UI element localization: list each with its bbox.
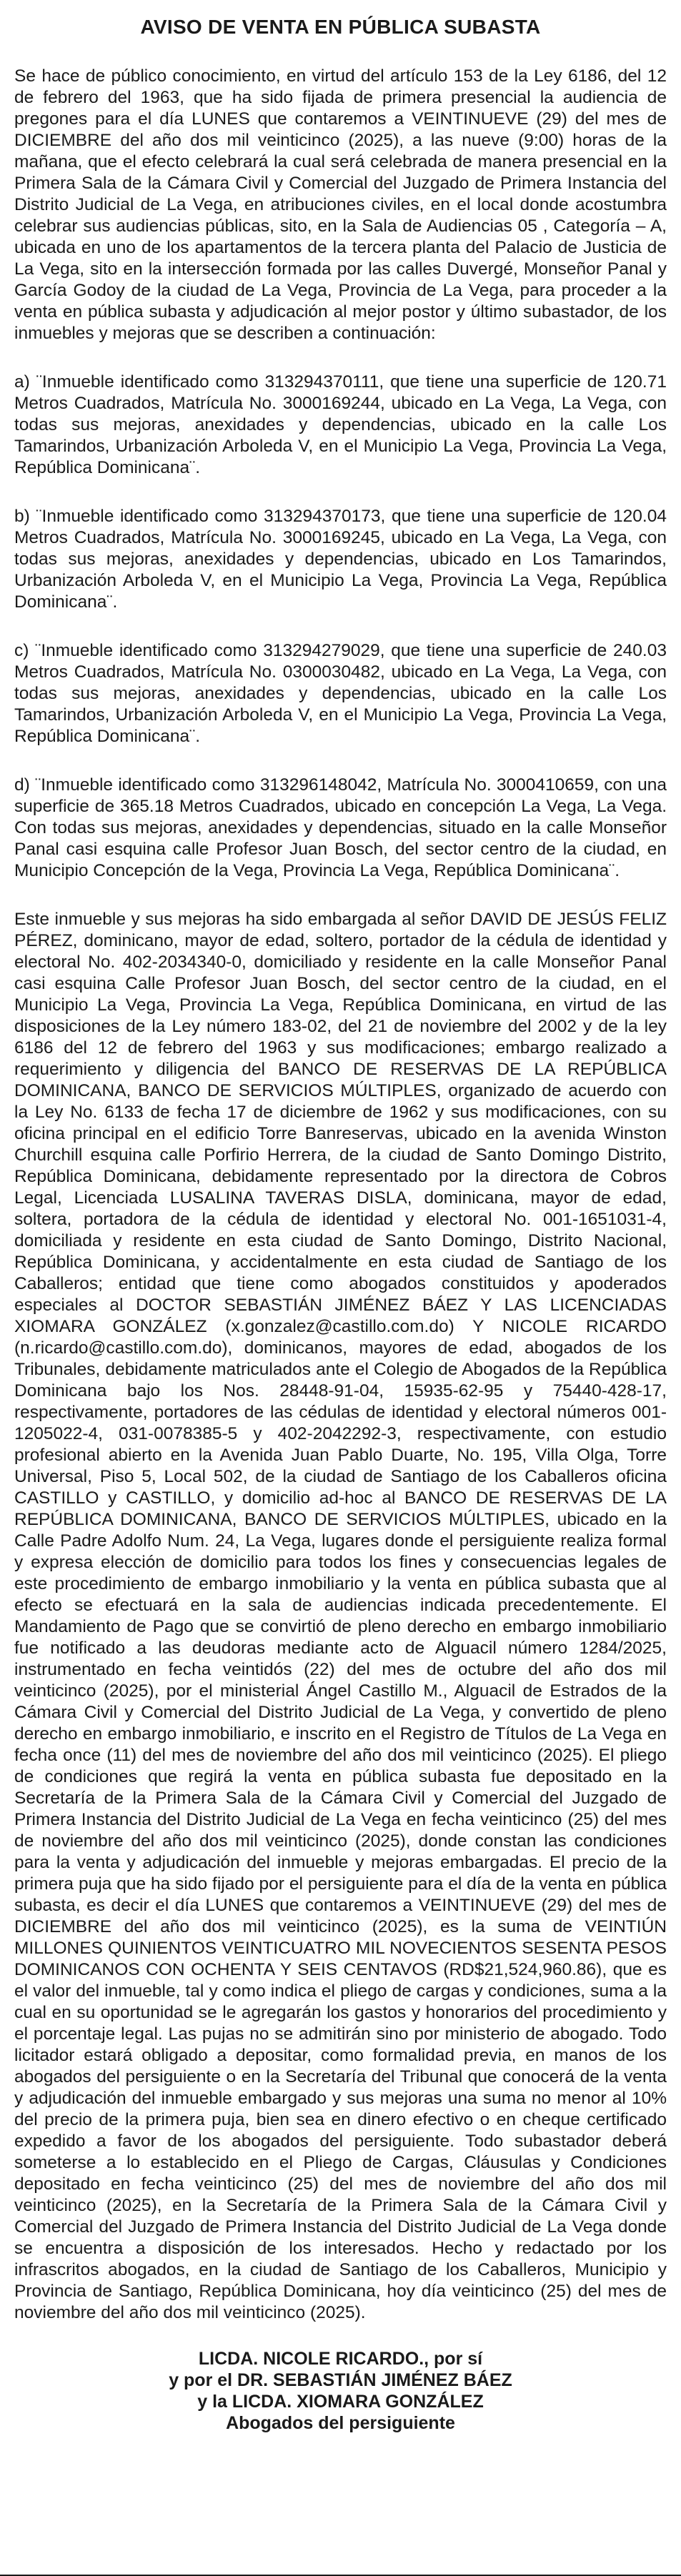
notice-intro: Se hace de público conocimiento, en virtud del artículo 153 de la Ley 6186, del 12 de febrero del 1963, que ha sido fijada de primera presencial la audiencia de pregones para el día LUNES que contaremos a VEINTINUEVE (29) del mes de DICIEMBRE del año dos mil veinticinco (2025), a las nueve (9:00) horas de la mañana, que el efecto celebrará la cual será celebrada de manera presencial en la Primera Sala de la Cámara Civil y Comercial del Juzgado de Primera Instancia del Distrito Judicial de La Vega, en atribuciones civiles, en el local donde acostumbra celebrar sus audiencias públicas, sito, en la Sala de Audiencias 05 , Categoría – A, ubicada en uno de los apartamentos de la tercera planta del Palacio de Justicia de La Vega, sito en la intersección formada por las calles Duvergé, Monseñor Panal y García Godoy de la ciudad de La Vega, Provincia de La Vega, para proceder a la venta en pública subasta y adjudicación al mejor postor y último subastador, de los inmuebles y mejoras que se describen a continuación: — [14, 66, 667, 343]
signature-line-3: y la LICDA. XIOMARA GONZÁLEZ — [197, 2392, 484, 2412]
property-item-d: d) ¨Inmueble identificado como 313296148042, Matrícula No. 3000410659, con una superficie de 365.18 Metros Cuadrados, ubicado en concepción La Vega, La Vega. Con todas sus mejoras, anexidades y dependencias, situado en la calle Monseñor Panal casi esquina calle Profesor Juan Bosch, del sector centro de la ciudad, en Municipio Concepción de la Vega, Provincia La Vega, República Dominicana¨. — [14, 775, 667, 880]
notice-body: Este inmueble y sus mejoras ha sido embargada al señor DAVID DE JESÚS FELIZ PÉREZ, dominicano, mayor de edad, soltero, portador de la cédula de identidad y electoral No. 402-2034340-0, domiciliado y residente en la calle Monseñor Panal casi esquina Calle Profesor Juan Bosch, del sector centro de la ciudad, en el Municipio La Vega, Provincia La Vega, República Dominicana, en virtud de las disposiciones de la Ley número 183-02, del 21 de noviembre del 2002 y de la ley 6186 del 12 de febrero del 1963 y sus modificaciones; embargo realizado a requerimiento y diligencia del BANCO DE RESERVAS DE LA REPÚBLICA DOMINICANA, BANCO DE SERVICIOS MÚLTIPLES, organizado de acuerdo con la Ley No. 6133 de fecha 17 de diciembre de 1962 y sus modificaciones, con su oficina principal en el edificio Torre Banreservas, ubicado en la avenida Winston Churchill esquina calle Porfirio Herrera, de la ciudad de Santo Domingo Distrito, República Dominicana, debidamente representado por la directora de Cobros Legal, Licenciada LUSALINA TAVERAS DISLA, dominicana, mayor de edad, soltera, portadora de la cédula de identidad y electoral No. 001-1651031-4, domiciliada y residente en esta ciudad de Santo Domingo, Distrito Nacional, República Dominicana, y accidentalmente en esta ciudad de Santiago de los Caballeros; entidad que tiene como abogados constituidos y apoderados especiales al DOCTOR SEBASTIÁN JIMÉNEZ BÁEZ Y LAS LICENCIADAS XIOMARA GONZÁLEZ (x.gonzalez@castillo.com.do) Y NICOLE RICARDO (n.ricardo@castillo.com.do), dominicanos, mayores de edad, abogados de los Tribunales, debidamente matriculados ante el Colegio de Abogados de la República Dominicana bajo los Nos. 28448-91-04, 15935-62-95 y 75440-428-17, respectivamente, portadores de las cédulas de identidad y electoral números 001-1205022-4, 031-0078385-5 y 402-2042292-3, respectivamente, con estudio profesional abierto en la Avenida Juan Pablo Duarte, No. 195, Villa Olga, Torre Universal, Piso 5, Local 502, de la ciudad de Santiago de los Caballeros oficina CASTILLO y CASTILLO, y domicilio ad-hoc al BANCO DE RESERVAS DE LA REPÚBLICA DOMINICANA, BANCO DE SERVICIOS MÚLTIPLES, ubicado en la Calle Padre Adolfo Num. 24, La Vega, lugares donde el persiguiente realiza formal y expresa elección de domicilio para todos los fines y consecuencias legales de este procedimiento de embargo inmobiliario y la venta en pública subasta que al efecto se efectuará en la sala de audiencias indicada precedentemente. El Mandamiento de Pago que se convirtió de pleno derecho en embargo inmobiliario fue notificado a las deudoras mediante acto de Alguacil número 1284/2025, instrumentado en fecha veintidós (22) del mes de octubre del año dos mil veinticinco (2025), por el ministerial Ángel Castillo M., Alguacil de Estrados de la Cámara Civil y Comercial del Distrito Judicial de La Vega, y convertido de pleno derecho en embargo inmobiliario, e inscrito en el Registro de Títulos de La Vega en fecha once (11) del mes de noviembre del año dos mil veinticinco (2025). El pliego de condiciones que regirá la venta en pública subasta fue depositado en la Secretaría de la Primera Sala de la Cámara Civil y Comercial del Juzgado de Primera Instancia del Distrito Judicial de La Vega en fecha veinticinco (25) del mes de noviembre del año dos mil veinticinco (2025), donde constan las condiciones para la venta y adjudicación del inmueble y mejoras embargadas. El precio de la primera puja que ha sido fijado por el persiguiente para el día de la venta en pública subasta, es decir el día LUNES que contaremos a VEINTINUEVE (29) del mes de DICIEMBRE del año dos mil veinticinco (2025), es la suma de VEINTIÚN MILLONES QUINIENTOS VEINTICUATRO MIL NOVECIENTOS SESENTA PESOS DOMINICANOS CON OCHENTA Y SEIS CENTAVOS (RD$21,524,960.86), que es el valor del inmueble, tal y como indica el pliego de cargas y condiciones, suma a la cual en su oportunidad se le agregarán los gastos y honorarios del procedimiento y el porcentaje legal. Las pujas no se admitirán sino por ministerio de abogado. Todo licitador estará obligado a depositar, como formalidad previa, en manos de los abogados del persiguiente o en la Secretaría del Tribunal que conocerá de la venta y adjudicación del inmueble embargado y sus mejoras una suma no menor al 10% del precio de la primera puja, bien sea en dinero efectivo o en cheque certificado expedido a favor de los abogados del persiguiente. Todo subastador deberá someterse a lo establecido en el Pliego de Cargas, Cláusulas y Condiciones depositado en fecha veinticinco (25) del mes de noviembre del año dos mil veinticinco (2025), en la Secretaría de la Primera Sala de la Cámara Civil y Comercial del Juzgado de Primera Instancia del Distrito Judicial de La Vega donde se encuentra a disposición de los interesados. Hecho y redactado por los infrascritos abogados, en la ciudad de Santiago de los Caballeros, Municipio y Provincia de Santiago, República Dominicana, hoy día veinticinco (25) del mes de noviembre del año dos mil veinticinco (2025). — [14, 910, 667, 2322]
notice-title: AVISO DE VENTA EN PÚBLICA SUBASTA — [140, 16, 541, 38]
signature-line-2: y por el DR. SEBASTIÁN JIMÉNEZ BÁEZ — [169, 2370, 512, 2390]
property-item-b: b) ¨Inmueble identificado como 313294370173, que tiene una superficie de 120.04 Metros Cuadrados, Matrícula No. 3000169245, ubicado en La Vega, La Vega, con todas sus mejoras, anexidades y dependencias, ubicado en Los Tamarindos, Urbanización Arboleda V, en el Municipio La Vega, Provincia La Vega, República Dominicana¨. — [14, 507, 667, 612]
signature-block — [14, 2348, 667, 2434]
property-item-c: c) ¨Inmueble identificado como 313294279029, que tiene una superficie de 240.03 Metros Cuadrados, Matrícula No. 0300030482, ubicado en La Vega, La Vega, con todas sus mejoras, anexidades y dependencias, ubicado en la calle Los Tamarindos, Urbanización Arboleda V, en el Municipio La Vega, Provincia La Vega, República Dominicana¨. — [14, 641, 667, 746]
signature-line-4: Abogados del persiguiente — [226, 2413, 455, 2433]
property-item-a: a) ¨Inmueble identificado como 313294370111, que tiene una superficie de 120.71 Metros Cuadrados, Matrícula No. 3000169244, ubicado en La Vega, La Vega, con todas sus mejoras, anexidades y dependencias, ubicado en la calle Los Tamarindos, Urbanización Arboleda V, en el Municipio La Vega, Provincia La Vega, República Dominicana¨. — [14, 372, 667, 477]
signature-line-1: LICDA. NICOLE RICARDO., por sí — [198, 2349, 483, 2369]
